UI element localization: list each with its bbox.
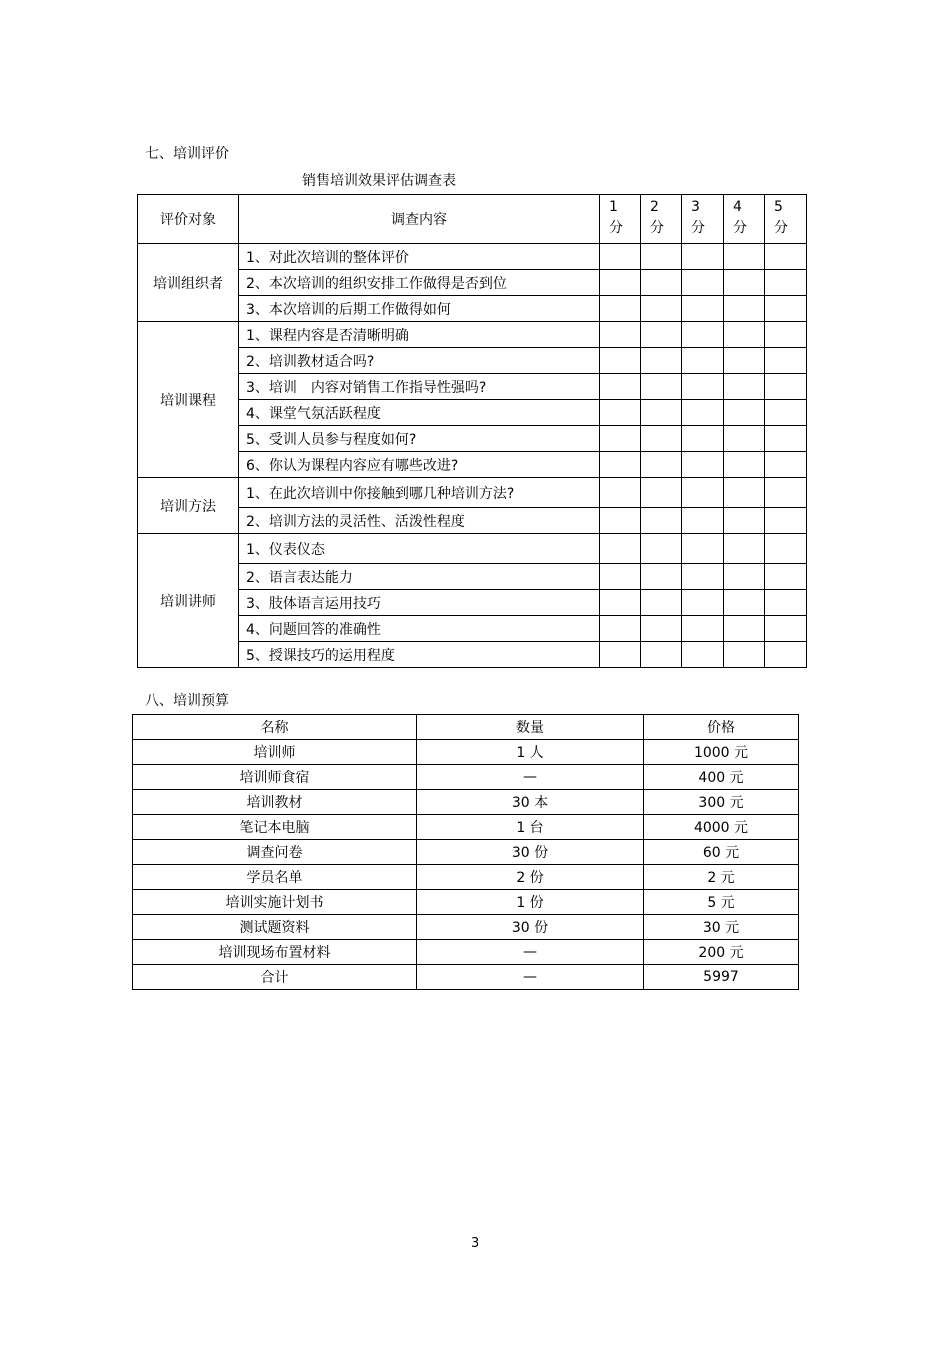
question-item: 2、培训方法的灵活性、活泼性程度 (239, 508, 600, 534)
table-row (133, 840, 799, 865)
score-cell[interactable] (765, 508, 807, 534)
score-cell[interactable] (724, 564, 765, 590)
section-7-heading: 七、培训评价 (145, 146, 229, 162)
table-row (133, 890, 799, 915)
score-cell[interactable] (682, 400, 724, 426)
score-cell[interactable] (765, 478, 807, 508)
score-cell[interactable] (600, 590, 641, 616)
header-score-1: 1 分 (600, 195, 641, 244)
table-row (138, 270, 807, 296)
question-item: 5、授课技巧的运用程度 (239, 642, 600, 668)
score-cell[interactable] (724, 296, 765, 322)
header-score-3: 3 分 (682, 195, 724, 244)
score-cell[interactable] (724, 244, 765, 270)
score-cell[interactable] (765, 590, 807, 616)
score-cell[interactable] (765, 616, 807, 642)
budget-item-name: 测试题资料 (133, 915, 417, 940)
question-item: 2、语言表达能力 (239, 564, 600, 590)
header-object: 评价对象 (138, 195, 239, 244)
header-score-2: 2 分 (641, 195, 682, 244)
score-cell[interactable] (600, 374, 641, 400)
score-cell[interactable] (600, 478, 641, 508)
table-row (138, 564, 807, 590)
table-row (138, 374, 807, 400)
group-lecturer: 培训讲师 (138, 534, 239, 668)
score-cell[interactable] (641, 296, 682, 322)
score-cell[interactable] (641, 564, 682, 590)
score-cell[interactable] (641, 426, 682, 452)
score-cell[interactable] (641, 590, 682, 616)
score-cell[interactable] (724, 590, 765, 616)
budget-item-price: 1000 元 (644, 740, 799, 765)
score-cell[interactable] (600, 426, 641, 452)
table-row (138, 452, 807, 478)
evaluation-header-row (138, 195, 807, 244)
score-cell[interactable] (765, 322, 807, 348)
budget-item-name: 培训师食宿 (133, 765, 417, 790)
budget-item-price: 2 元 (644, 865, 799, 890)
budget-item-quantity: 1 台 (417, 815, 644, 840)
budget-item-price: 5 元 (644, 890, 799, 915)
table-row (138, 400, 807, 426)
score-cell[interactable] (682, 508, 724, 534)
question-item: 1、对此次培训的整体评价 (239, 244, 600, 270)
table-row (133, 740, 799, 765)
budget-item-name: 培训教材 (133, 790, 417, 815)
header-name: 名称 (133, 715, 417, 740)
question-item: 3、肢体语言运用技巧 (239, 590, 600, 616)
table-row (133, 790, 799, 815)
question-item: 6、你认为课程内容应有哪些改进? (239, 452, 600, 478)
table-row (138, 426, 807, 452)
score-cell[interactable] (765, 348, 807, 374)
budget-item-name: 培训实施计划书 (133, 890, 417, 915)
score-cell[interactable] (724, 400, 765, 426)
table-row (138, 508, 807, 534)
score-cell[interactable] (682, 270, 724, 296)
question-item: 1、仪表仪态 (239, 534, 600, 564)
score-cell[interactable] (765, 642, 807, 668)
score-cell[interactable] (765, 426, 807, 452)
budget-item-price: 200 元 (644, 940, 799, 965)
score-cell[interactable] (765, 296, 807, 322)
table-row (133, 940, 799, 965)
question-item: 5、受训人员参与程度如何? (239, 426, 600, 452)
table-row (133, 865, 799, 890)
budget-table (132, 714, 799, 990)
budget-item-quantity: — (417, 765, 644, 790)
budget-total-row (133, 965, 799, 990)
score-cell[interactable] (682, 348, 724, 374)
group-method: 培训方法 (138, 478, 239, 534)
score-cell[interactable] (682, 452, 724, 478)
score-cell[interactable] (600, 452, 641, 478)
table-row (138, 348, 807, 374)
score-cell[interactable] (682, 616, 724, 642)
score-cell[interactable] (682, 244, 724, 270)
score-cell[interactable] (682, 374, 724, 400)
score-cell[interactable] (641, 322, 682, 348)
score-cell[interactable] (641, 244, 682, 270)
score-cell[interactable] (641, 478, 682, 508)
score-cell[interactable] (682, 296, 724, 322)
score-cell[interactable] (765, 270, 807, 296)
group-course: 培训课程 (138, 322, 239, 478)
budget-item-price: 300 元 (644, 790, 799, 815)
score-cell[interactable] (682, 534, 724, 564)
budget-item-quantity: 1 份 (417, 890, 644, 915)
section-8-heading: 八、培训预算 (145, 693, 229, 709)
score-cell[interactable] (682, 322, 724, 348)
score-cell[interactable] (765, 244, 807, 270)
score-cell[interactable] (765, 374, 807, 400)
table-row (138, 244, 807, 270)
score-cell[interactable] (724, 322, 765, 348)
score-cell[interactable] (724, 426, 765, 452)
score-cell[interactable] (724, 452, 765, 478)
score-cell[interactable] (724, 642, 765, 668)
budget-item-price: 5997 (644, 965, 799, 990)
question-item: 1、课程内容是否清晰明确 (239, 322, 600, 348)
score-cell[interactable] (600, 244, 641, 270)
score-cell[interactable] (765, 400, 807, 426)
score-cell[interactable] (600, 534, 641, 564)
table-row (138, 590, 807, 616)
group-organizer: 培训组织者 (138, 244, 239, 322)
question-item: 2、培训教材适合吗? (239, 348, 600, 374)
budget-item-name: 笔记本电脑 (133, 815, 417, 840)
table-row (138, 322, 807, 348)
score-cell[interactable] (600, 564, 641, 590)
score-cell[interactable] (682, 426, 724, 452)
page-number: 3 (471, 1236, 480, 1251)
budget-item-name: 合计 (133, 965, 417, 990)
budget-item-quantity: 1 人 (417, 740, 644, 765)
evaluation-table-title: 销售培训效果评估调查表 (302, 173, 456, 189)
score-cell[interactable] (600, 296, 641, 322)
score-cell[interactable] (641, 642, 682, 668)
score-cell[interactable] (724, 534, 765, 564)
header-content: 调查内容 (239, 195, 600, 244)
budget-item-quantity: 30 份 (417, 915, 644, 940)
header-quantity: 数量 (417, 715, 644, 740)
score-cell[interactable] (724, 508, 765, 534)
question-item: 4、课堂气氛活跃程度 (239, 400, 600, 426)
score-cell[interactable] (641, 452, 682, 478)
score-cell[interactable] (724, 616, 765, 642)
table-row (138, 616, 807, 642)
budget-header-row (133, 715, 799, 740)
budget-item-name: 培训现场布置材料 (133, 940, 417, 965)
score-cell[interactable] (641, 374, 682, 400)
budget-item-name: 培训师 (133, 740, 417, 765)
score-cell[interactable] (682, 642, 724, 668)
score-cell[interactable] (682, 564, 724, 590)
question-item: 3、培训 内容对销售工作指导性强吗? (239, 374, 600, 400)
budget-item-quantity: 30 本 (417, 790, 644, 815)
header-score-5: 5 分 (765, 195, 807, 244)
question-item: 4、问题回答的准确性 (239, 616, 600, 642)
score-cell[interactable] (600, 642, 641, 668)
score-cell[interactable] (600, 400, 641, 426)
score-cell[interactable] (724, 478, 765, 508)
table-row (138, 478, 807, 508)
question-item: 1、在此次培训中你接触到哪几种培训方法? (239, 478, 600, 508)
score-cell[interactable] (724, 348, 765, 374)
table-row (138, 296, 807, 322)
budget-item-price: 400 元 (644, 765, 799, 790)
table-row (138, 642, 807, 668)
budget-item-quantity: — (417, 940, 644, 965)
score-cell[interactable] (641, 270, 682, 296)
table-row (133, 815, 799, 840)
budget-item-quantity: 30 份 (417, 840, 644, 865)
budget-item-quantity: 2 份 (417, 865, 644, 890)
question-item: 2、本次培训的组织安排工作做得是否到位 (239, 270, 600, 296)
score-cell[interactable] (724, 270, 765, 296)
score-cell[interactable] (682, 478, 724, 508)
budget-item-name: 调查问卷 (133, 840, 417, 865)
table-row (133, 765, 799, 790)
score-cell[interactable] (765, 534, 807, 564)
score-cell[interactable] (641, 400, 682, 426)
table-row (138, 534, 807, 564)
evaluation-survey-table (137, 194, 807, 668)
score-cell[interactable] (600, 616, 641, 642)
budget-item-price: 30 元 (644, 915, 799, 940)
score-cell[interactable] (641, 616, 682, 642)
table-row (133, 915, 799, 940)
budget-item-name: 学员名单 (133, 865, 417, 890)
score-cell[interactable] (682, 590, 724, 616)
score-cell[interactable] (600, 508, 641, 534)
score-cell[interactable] (724, 374, 765, 400)
score-cell[interactable] (641, 508, 682, 534)
score-cell[interactable] (641, 534, 682, 564)
header-price: 价格 (644, 715, 799, 740)
score-cell[interactable] (600, 322, 641, 348)
score-cell[interactable] (641, 348, 682, 374)
score-cell[interactable] (765, 452, 807, 478)
budget-item-price: 60 元 (644, 840, 799, 865)
budget-item-price: 4000 元 (644, 815, 799, 840)
score-cell[interactable] (600, 348, 641, 374)
budget-item-quantity: — (417, 965, 644, 990)
question-item: 3、本次培训的后期工作做得如何 (239, 296, 600, 322)
score-cell[interactable] (600, 270, 641, 296)
header-score-4: 4 分 (724, 195, 765, 244)
score-cell[interactable] (765, 564, 807, 590)
